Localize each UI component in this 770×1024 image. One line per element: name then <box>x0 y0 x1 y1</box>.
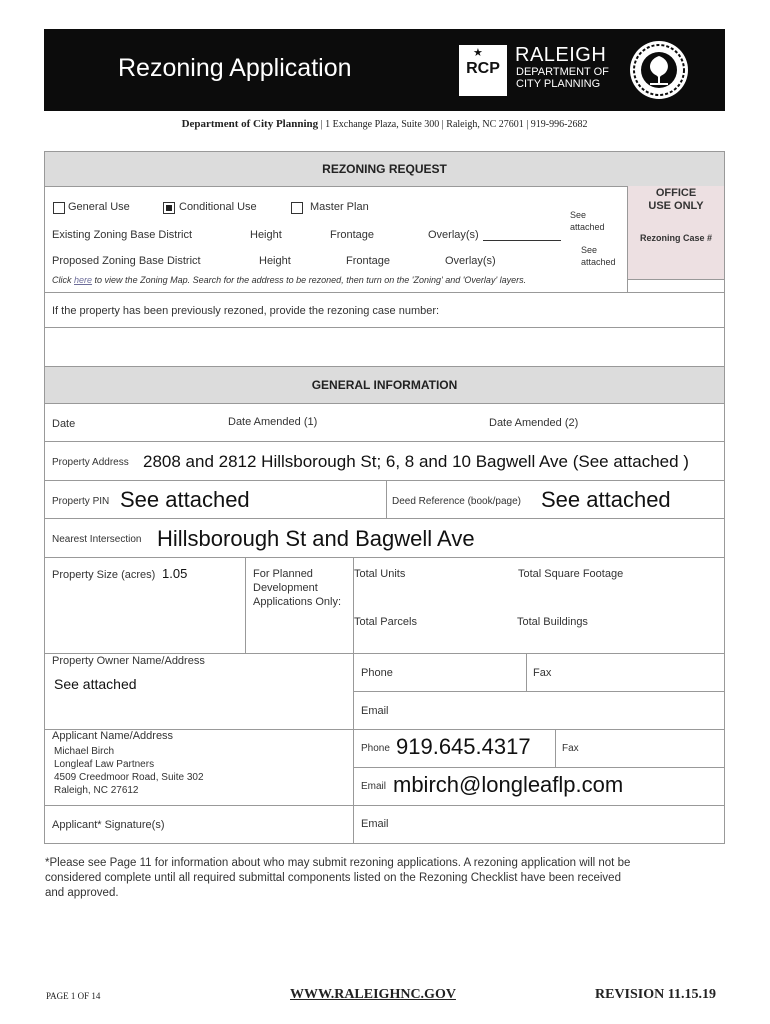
proposed-overlay-label: Overlay(s) <box>445 255 496 267</box>
proposed-zoning-label: Proposed Zoning Base District <box>52 255 201 267</box>
total-parcels-label: Total Parcels <box>354 616 417 628</box>
property-pin-label: Property PIN <box>52 496 110 507</box>
click-prefix: Click <box>52 275 72 285</box>
note-line-2: considered complete until all required submittal components listed on the Rezoning Checklist have been received <box>45 872 621 884</box>
owner-fax-label: Fax <box>533 667 552 679</box>
applicant-city[interactable]: Raleigh, NC 27612 <box>54 785 139 796</box>
zoning-map-link[interactable]: here <box>74 275 93 285</box>
applicant-firm[interactable]: Longleaf Law Partners <box>54 759 155 770</box>
rezoning-case-label: Rezoning Case # <box>639 233 713 243</box>
existing-overlay-field[interactable] <box>483 240 561 241</box>
applicant-name[interactable]: Michael Birch <box>54 746 115 757</box>
existing-see-attached-1: See <box>570 210 587 220</box>
note-line-1: *Please see Page 11 for information about who may submit rezoning applications. A rezoning application will not be <box>45 857 631 869</box>
page-title: Rezoning Application <box>118 54 352 82</box>
conditional-use-checkbox[interactable] <box>163 202 175 214</box>
proposed-frontage-label: Frontage <box>346 255 391 267</box>
date-amended-2-label: Date Amended (2) <box>489 417 579 429</box>
property-address-value[interactable]: 2808 and 2812 Hillsborough St; 6, 8 and 10 Bagwell Ave (See attached ) <box>143 452 689 471</box>
applicant-signature-label: Applicant* Signature(s) <box>52 819 165 831</box>
applicant-label: Applicant Name/Address <box>52 730 174 742</box>
signature-email-label: Email <box>361 818 389 830</box>
property-size-value[interactable]: 1.05 <box>162 566 188 581</box>
applicant-email-value[interactable]: mbirch@longleaflp.com <box>393 772 624 797</box>
proposed-see-attached-1: See <box>581 245 598 255</box>
note-line-3: and approved. <box>45 887 119 899</box>
applicant-email-label: Email <box>361 781 387 792</box>
brand-city-planning: CITY PLANNING <box>516 78 601 90</box>
date-label: Date <box>52 418 76 430</box>
existing-frontage-label: Frontage <box>330 229 375 241</box>
existing-zoning-label: Existing Zoning Base District <box>52 229 192 241</box>
property-address-label: Property Address <box>52 457 129 468</box>
planned-dev-label-1: For Planned <box>253 568 313 580</box>
click-suffix: to view the Zoning Map. Search for the address to be rezoned, then turn on the 'Zoning' and 'Overlay' layers. <box>94 275 527 285</box>
existing-overlay-label: Overlay(s) <box>428 229 479 241</box>
department-address-line <box>44 118 725 130</box>
nearest-intersection-value[interactable]: Hillsborough St and Bagwell Ave <box>157 526 475 551</box>
planned-dev-label-3: Applications Only: <box>253 596 342 608</box>
office-use-title-1: OFFICE <box>655 187 697 199</box>
previous-rezoning-label: If the property has been previously rezoned, provide the rezoning case number: <box>52 305 440 317</box>
applicant-fax-label: Fax <box>562 743 579 754</box>
total-units-label: Total Units <box>354 568 406 580</box>
existing-see-attached-2: attached <box>570 222 605 232</box>
planned-dev-label-2: Development <box>253 582 318 594</box>
rcp-logo <box>459 45 507 96</box>
rcp-logo-text: RCP <box>466 60 500 77</box>
existing-height-label: Height <box>250 229 282 241</box>
city-seal-icon <box>628 39 690 101</box>
owner-phone-label: Phone <box>361 667 393 679</box>
property-owner-label: Property Owner Name/Address <box>52 655 205 667</box>
page-number: PAGE 1 OF 14 <box>46 991 101 1001</box>
conditional-use-label: Conditional Use <box>179 201 257 213</box>
deed-reference-label: Deed Reference (book/page) <box>392 496 521 507</box>
applicant-phone-value[interactable]: 919.645.4317 <box>396 734 531 759</box>
deed-reference-value[interactable]: See attached <box>541 487 671 512</box>
department-name: Department of City Planning <box>181 118 319 130</box>
department-address: | 1 Exchange Plaza, Suite 300 | Raleigh, NC 27601 | 919-996-2682 <box>320 119 588 130</box>
website-link[interactable]: WWW.RALEIGHNC.GOV <box>290 987 456 1002</box>
brand-department: DEPARTMENT OF <box>516 66 609 78</box>
star-icon: ★ <box>473 47 483 59</box>
applicant-street[interactable]: 4509 Creedmoor Road, Suite 302 <box>54 772 204 783</box>
property-size-label: Property Size (acres) <box>52 569 156 581</box>
proposed-height-label: Height <box>259 255 291 267</box>
previous-rezoning-field[interactable] <box>45 328 724 366</box>
property-owner-value[interactable]: See attached <box>54 676 137 692</box>
total-buildings-label: Total Buildings <box>517 616 588 628</box>
rezoning-request-title: REZONING REQUEST <box>322 162 447 176</box>
applicant-phone-label: Phone <box>361 743 390 754</box>
proposed-see-attached-2: attached <box>581 257 616 267</box>
general-information-title: GENERAL INFORMATION <box>311 378 458 392</box>
total-square-footage-label: Total Square Footage <box>518 568 624 580</box>
brand-raleigh: RALEIGH <box>515 44 607 66</box>
owner-email-label: Email <box>361 705 389 717</box>
zoning-map-instructions <box>52 275 526 285</box>
master-plan-label: Master Plan <box>310 201 369 213</box>
office-use-title-2: USE ONLY <box>648 200 704 212</box>
property-pin-value[interactable]: See attached <box>120 487 250 512</box>
general-use-checkbox[interactable] <box>53 202 65 214</box>
date-amended-1-label: Date Amended (1) <box>228 416 318 428</box>
nearest-intersection-label: Nearest Intersection <box>52 534 142 545</box>
general-use-label: General Use <box>68 201 130 213</box>
master-plan-checkbox[interactable] <box>291 202 303 214</box>
revision-label: REVISION 11.15.19 <box>595 987 716 1002</box>
